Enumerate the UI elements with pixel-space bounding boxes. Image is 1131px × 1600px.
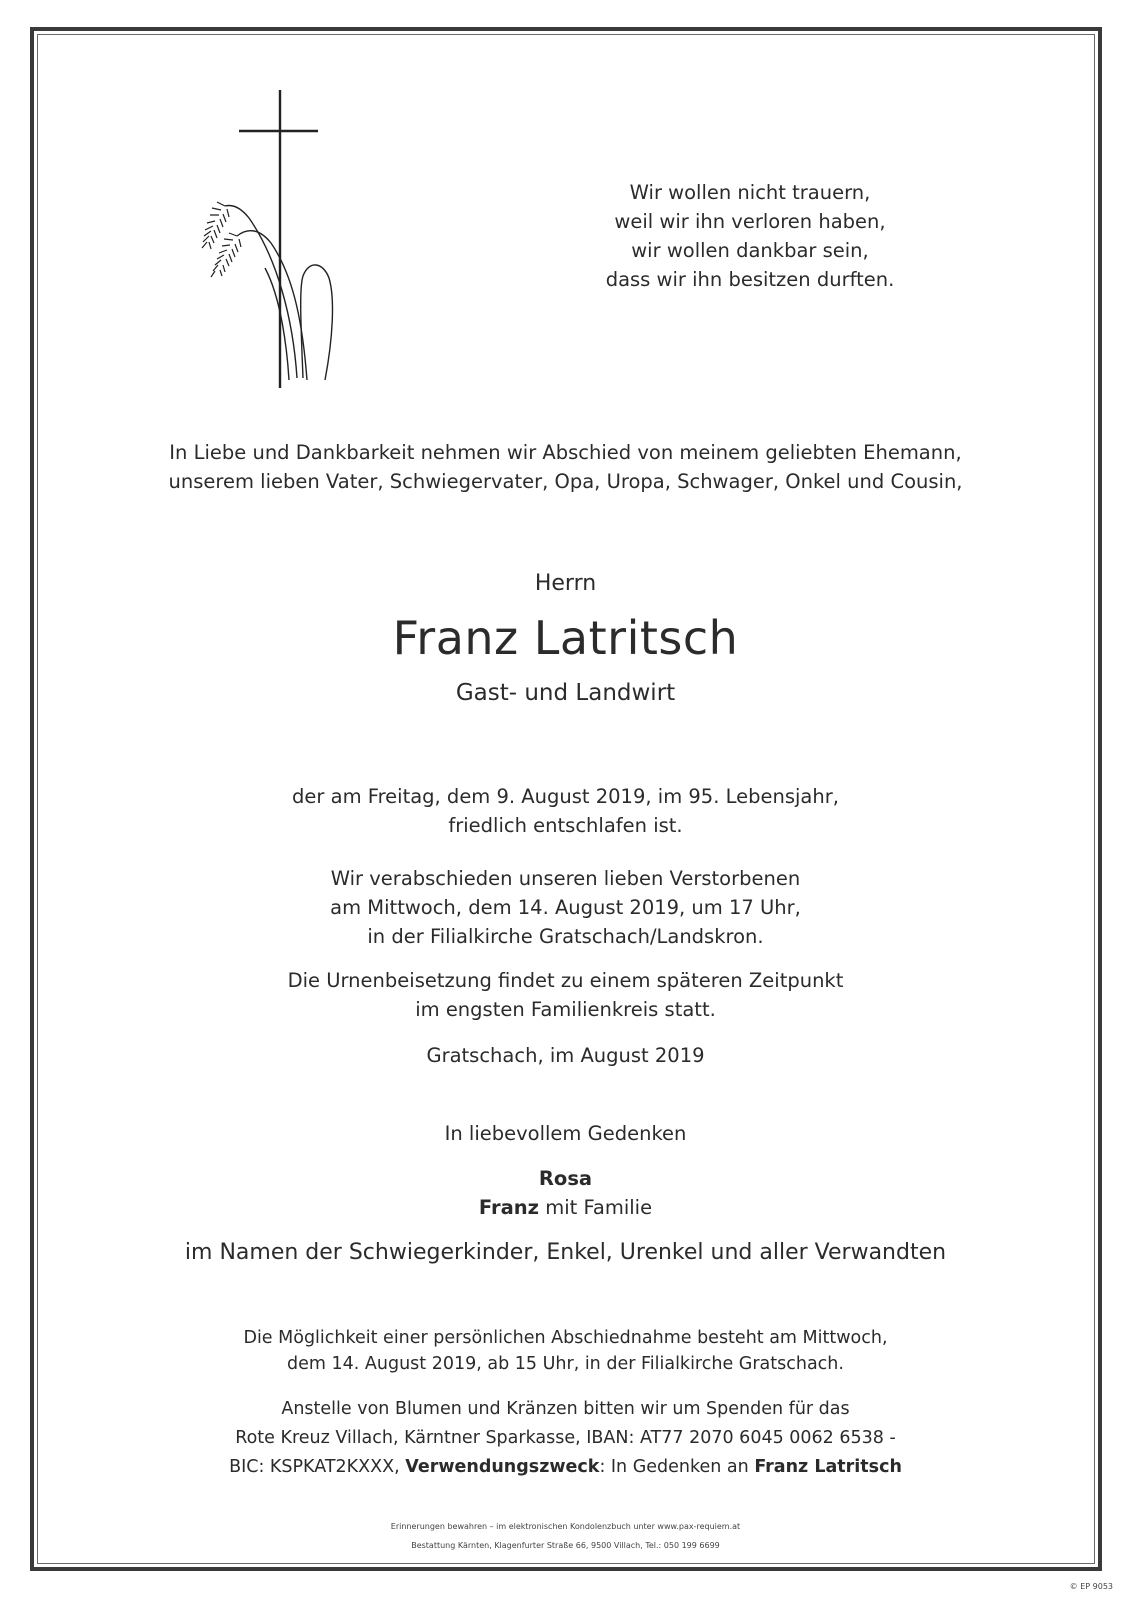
quote-line: Wir wollen nicht trauern, xyxy=(629,181,871,204)
cross-wheat-emblem xyxy=(185,88,355,393)
mourner-rosa: Rosa xyxy=(538,1167,593,1190)
farewell-line: am Mittwoch, dem 14. August 2019, um 17 Uhr, xyxy=(330,896,801,919)
quote-line: wir wollen dankbar sein, xyxy=(631,239,869,262)
death-line: friedlich entschlafen ist. xyxy=(448,814,683,837)
donation-purpose-label: Verwendungszweck xyxy=(405,1457,600,1477)
farewell-line: in der Filialkirche Gratschach/Landskron. xyxy=(367,925,764,948)
viewing-line: Die Möglichkeit einer persönlichen Abschiednahme besteht am Mittwoch, xyxy=(243,1328,888,1348)
wheat-icon xyxy=(202,202,332,380)
donation-purpose-name: Franz Latritsch xyxy=(754,1457,902,1477)
quote-line: dass wir ihn besitzen durften. xyxy=(605,268,895,291)
urn-line: Die Urnenbeisetzung findet zu einem späteren Zeitpunkt xyxy=(287,969,844,992)
donation-bic: BIC: KSPKAT2KXXX, xyxy=(229,1457,406,1477)
mourner-franz xyxy=(0,1196,1131,1219)
footer-funeral-home: Bestattung Kärnten, Klagenfurter Straße 66, 9500 Villach, Tel.: 050 199 6699 xyxy=(411,1541,720,1550)
donation-line xyxy=(0,1453,1131,1482)
place-date: Gratschach, im August 2019 xyxy=(426,1044,705,1067)
quote-line: weil wir ihn verloren haben, xyxy=(614,210,886,233)
donation-line: Rote Kreuz Villach, Kärntner Sparkasse, IBAN: AT77 2070 6045 0062 6538 - xyxy=(235,1428,896,1448)
intro-line: In Liebe und Dankbarkeit nehmen wir Abschied von meinem geliebten Ehemann, xyxy=(169,441,962,464)
death-line: der am Freitag, dem 9. August 2019, im 95. Lebensjahr, xyxy=(292,785,839,808)
intro-line: unserem lieben Vater, Schwiegervater, Opa, Uropa, Schwager, Onkel und Cousin, xyxy=(168,470,963,493)
deceased-occupation: Gast- und Landwirt xyxy=(455,680,676,706)
urn-line: im engsten Familienkreis statt. xyxy=(415,998,716,1021)
viewing-notice xyxy=(0,1325,1131,1377)
urn-notice xyxy=(0,966,1131,1024)
footer-condolence: Erinnerungen bewahren – im elektronischen Kondolenzbuch unter www.pax-requiem.at xyxy=(390,1522,741,1531)
donation-purpose-text: : In Gedenken an xyxy=(599,1457,755,1477)
relatives-line: im Namen der Schwiegerkinder, Enkel, Urenkel und aller Verwandten xyxy=(184,1240,947,1265)
farewell-line: Wir verabschieden unseren lieben Verstorbenen xyxy=(330,867,801,890)
viewing-line: dem 14. August 2019, ab 15 Uhr, in der Filialkirche Gratschach. xyxy=(287,1354,844,1374)
death-notice xyxy=(0,782,1131,840)
mourner-franz-name: Franz xyxy=(478,1196,539,1219)
intro-text xyxy=(0,438,1131,496)
deceased-name: Franz Latritsch xyxy=(392,611,739,665)
donation-notice xyxy=(0,1395,1131,1482)
mourner-franz-suffix: mit Familie xyxy=(539,1196,653,1219)
donation-line: Anstelle von Blumen und Kränzen bitten wir um Spenden für das xyxy=(281,1399,850,1419)
cross-icon xyxy=(239,90,318,388)
memorial-quote xyxy=(560,178,940,294)
farewell-notice xyxy=(0,864,1131,951)
footer xyxy=(0,1517,1131,1555)
salutation: Herrn xyxy=(534,571,597,596)
document-code: © EP 9053 xyxy=(1069,1582,1113,1591)
memory-line: In liebevollem Gedenken xyxy=(444,1122,687,1145)
